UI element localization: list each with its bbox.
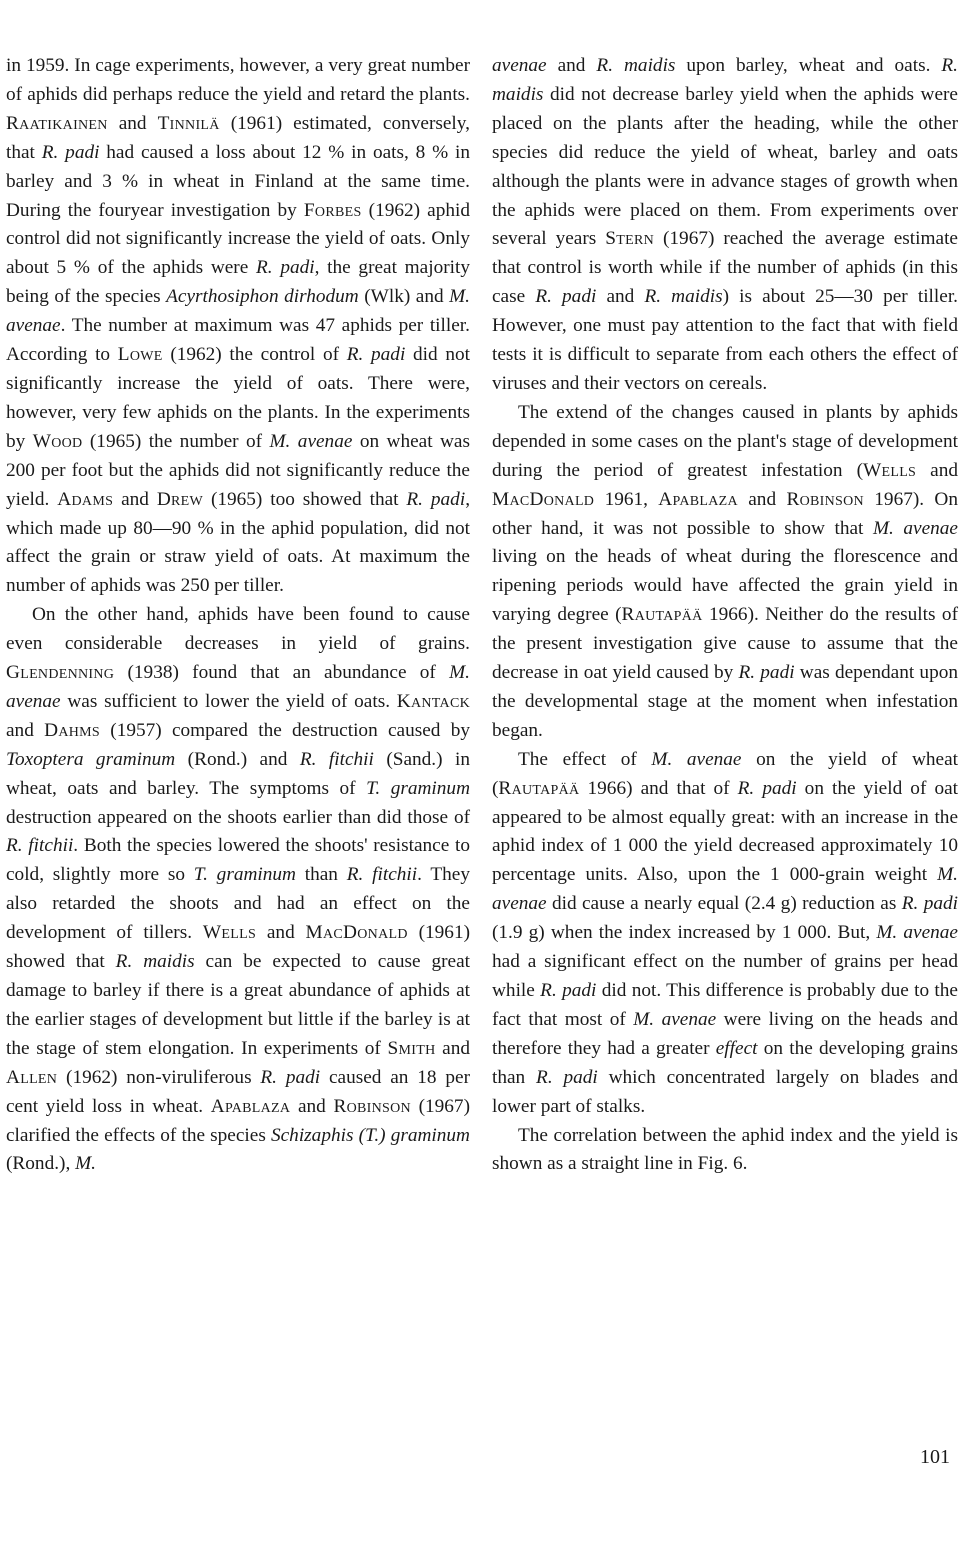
author-name: Smith [387, 1037, 436, 1059]
species-name: Acyrthosiphon dirhodum [166, 286, 359, 308]
species-name: R. fitchii [6, 835, 74, 857]
right-column [492, 52, 958, 1179]
author-name: Robinson [333, 1095, 411, 1117]
species-name: R. maidis [115, 951, 195, 973]
author-name: Dahms [44, 719, 100, 741]
left-column [6, 52, 470, 1179]
species-name: R. padi [406, 488, 466, 510]
author-name: Glendenning [6, 662, 115, 684]
species-name: R. padi [41, 141, 100, 163]
author-name: Wells [863, 459, 917, 481]
species-name: M. avenae [876, 922, 958, 944]
right-paragraph-3: The effect of M. avenae on the yield of wheat (Rautapää 1966) and that of R. padi on the yield of oat appeared to be almost equally great: with an increase in the aphid index of 1 000 the yield decreased approximately 10 percentage units. Also, upon the 1 000-grain weight M. avenae did cause a nearly equal (2.4 g) reduction as R. padi (1.9 g) when the index increased by 1 000. But, M. avenae had a significant effect on the number of grains per head while R. padi did not. This difference is probably due to the fact that most of M. avenae were living on the heads and therefore they had a greater effect on the developing grains than R. padi which concentrated largely on blades and lower part of stalks. [492, 748, 959, 1117]
species-name: R. fitchii [346, 864, 418, 886]
species-name: M. avenae [633, 1008, 717, 1030]
author-name: Adams [57, 488, 114, 510]
left-paragraph-1: in 1959. In cage experiments, however, a very great number of aphids did perhaps reduce the yield and retard the plants. Raatikainen and Tinnilä (1961) estimated, conversely, that R. padi had caused a loss about 12 % in oats, 8 % in barley and 3 % in wheat in Finland at the same time. During the fouryear investigation by Forbes (1962) aphid control did not significantly increase the yield of oats. Only about 5 % of the aphids were R. padi, the great majority being of the species Acyrthosiphon dirhodum (Wlk) and M. avenae. The number at maximum was 47 aphids per tiller. According to Lowe (1962) the control of R. padi did not significantly increase the yield of oats. There were, however, very few aphids on the plants. In the experiments by Wood (1965) the number of M. avenae on wheat was 200 per foot but the aphids did not significantly reduce the yield. Adams and Drew (1965) too showed that R. padi, which made up 80—90 % in the aphid population, did not affect the grain or straw yield of oats. At maximum the number of aphids was 250 per tiller. [6, 55, 471, 597]
author-name: Robinson [786, 488, 864, 510]
species-name: R. maidis [644, 286, 723, 308]
author-name: Allen [6, 1066, 58, 1088]
species-name: R. fitchii [299, 748, 374, 770]
page-number: 101 [920, 1446, 950, 1468]
author-name: Forbes [303, 199, 362, 221]
species-name: R. padi [540, 980, 597, 1001]
species-name: R. padi [535, 286, 597, 308]
species-name: R. padi [738, 662, 795, 684]
species-name: M. avenae [269, 430, 353, 452]
author-name: Wells [202, 922, 257, 944]
author-name: Rautapää [498, 777, 580, 799]
species-name: R. padi [737, 777, 797, 799]
species-name: T. graminum [193, 864, 296, 886]
left-paragraph-2: On the other hand, aphids have been found to cause even considerable decreases in yield of grains. Glendenning (1938) found that an abundance of M. avenae was sufficient to lower the yield of oats. Kantack and Dahms (1957) compared the destruction caused by Toxoptera graminum (Rond.) and R. fitchii (Sand.) in wheat, oats and barley. The symptoms of T. graminum destruction appeared on the shoots earlier than did those of R. fitchii. Both the species lowered the shoots' resistance to cold, slightly more so T. graminum than R. fitchii. They also retarded the shoots and had an effect on the development of tillers. Wells and MacDonald (1961) showed that R. maidis can be expected to cause great damage to barley if there is a great abundance of aphids at the earlier stages of development but little if the barley is at the stage of stem elongation. In experiments of Smith and Allen (1962) non-viruliferous R. padi caused an 18 per cent yield loss in wheat. Apablaza and Robinson (1967) clarified the effects of the species Schizaphis (T.) graminum (Rond.), M. [6, 604, 471, 1175]
right-paragraph-4: The correlation between the aphid index and the yield is shown as a straight line in Fig. 6. [492, 1124, 958, 1175]
species-name: M. [75, 1153, 96, 1175]
author-name: Drew [156, 488, 204, 510]
species-name: R. padi [346, 344, 406, 366]
species-name: T. graminum [366, 777, 470, 799]
species-name: M. avenae [6, 286, 470, 337]
author-name: Apablaza [210, 1095, 291, 1117]
right-paragraph-2: The extend of the changes caused in plants by aphids depended in some cases on the plant's stage of development during the period of greatest infestation (Wells and MacDonald 1961, Apablaza and Robinson 1967). On other hand, it was not possible to show that M. avenae living on the heads of wheat during the florescence and ripening periods would have affected the grain yield in varying degree (Rautapää 1966). Neither do the results of the present investigation give cause to assume that the decrease in oat yield caused by R. padi was dependant upon the developmental stage at the moment when infestation began. [492, 401, 958, 741]
species-name: Toxoptera graminum [6, 748, 176, 770]
species-name: R. padi [256, 257, 315, 279]
author-name: Kantack [396, 690, 470, 712]
species-name: R. maidis [596, 55, 676, 76]
species-name: R. padi [536, 1066, 598, 1088]
author-name: Tinnilä [157, 112, 220, 134]
species-name: M. avenae [872, 517, 958, 539]
species-name: M. avenae [6, 662, 470, 712]
species-name: Schizaphis (T.) graminum [270, 1124, 470, 1146]
author-name: Lowe [117, 344, 163, 366]
species-name: M. avenae [651, 748, 742, 770]
species-name: avenae [492, 55, 547, 76]
species-name: R. padi [260, 1066, 321, 1088]
author-name: Stern [605, 228, 655, 250]
author-name: Apablaza [658, 488, 738, 510]
emphasis-word: effect [715, 1037, 758, 1059]
author-name: Rautapää [621, 604, 703, 626]
species-name: R. padi [901, 893, 958, 915]
author-name: MacDonald [305, 922, 408, 944]
author-name: MacDonald [492, 488, 595, 510]
right-paragraph-1: avenae and R. maidis upon barley, wheat and oats. R. maidis did not decrease barley yield when the aphids were placed on the plants after the heading, while the other species did reduce the yield of wheat, barley and oats although the plants were in advance stages of growth when the aphids were placed on them. From experiments over several years Stern (1967) reached the average estimate that control is worth while if the number of aphids (in this case R. padi and R. maidis) is about 25—30 per tiller. However, one must pay attention to the fact that with field tests it is difficult to separate from each others the effect of viruses and their vectors on cereals. [492, 55, 959, 394]
author-name: Raatikainen [6, 112, 108, 134]
species-name: M. avenae [492, 864, 958, 915]
species-name: R. maidis [492, 55, 959, 105]
author-name: Wood [32, 430, 83, 452]
